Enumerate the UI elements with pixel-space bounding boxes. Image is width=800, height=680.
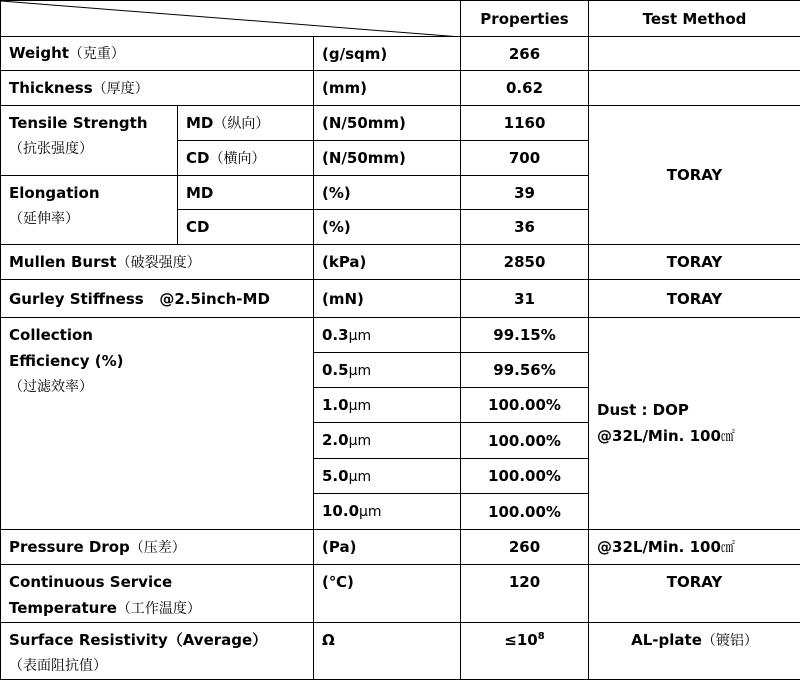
thickness-label: Thickness（厚度）	[1, 71, 314, 106]
gurley-method: TORAY	[589, 280, 800, 318]
row-pressure	[1, 530, 800, 565]
weight-unit: (g/sqm)	[314, 37, 461, 71]
tensile-md-label: MD（纵向）	[178, 106, 314, 141]
surface-method: AL-plate（镀铝）	[589, 623, 800, 680]
gurley-unit: (mN)	[314, 280, 461, 318]
collection-method: Dust : DOP @32L/Min. 100㎠	[589, 318, 800, 530]
collection-value: 100.00%	[461, 423, 589, 459]
gurley-label: Gurley Stiffness @2.5inch-MD	[1, 280, 314, 318]
surface-label: Surface Resistivity（Average） （表面阻抗值）	[1, 623, 314, 680]
tensile-elongation-method: TORAY	[589, 106, 800, 245]
header-diagonal-cell	[1, 1, 461, 37]
collection-value: 100.00%	[461, 494, 589, 530]
surface-value: $\le 10^8$	[461, 623, 589, 680]
pressure-unit: (Pa)	[314, 530, 461, 565]
tensile-cd-value: 700	[461, 141, 589, 176]
elongation-md-label: MD	[178, 176, 314, 210]
elongation-md-value: 39	[461, 176, 589, 210]
collection-value: 100.00%	[461, 388, 589, 423]
mullen-label: Mullen Burst（破裂强度）	[1, 245, 314, 280]
tensile-label: Tensile Strength （抗张强度）	[1, 106, 178, 176]
tensile-cd-unit: (N/50mm)	[314, 141, 461, 176]
header-row	[1, 1, 800, 37]
elongation-label: Elongation （延伸率）	[1, 176, 178, 245]
header-test-method: Test Method	[589, 1, 800, 37]
row-continuous	[1, 565, 800, 623]
gurley-value: 31	[461, 280, 589, 318]
continuous-method: TORAY	[589, 565, 800, 623]
pressure-label: Pressure Drop（压差）	[1, 530, 314, 565]
collection-value: 100.00%	[461, 459, 589, 494]
elongation-cd-label: CD	[178, 210, 314, 245]
pressure-method: @32L/Min. 100㎠	[589, 530, 800, 565]
collection-label: Collection Efficiency (%) （过滤效率）	[1, 318, 314, 530]
pressure-value: 260	[461, 530, 589, 565]
continuous-value: 120	[461, 565, 589, 623]
thickness-method	[589, 71, 800, 106]
row-thickness	[1, 71, 800, 106]
mullen-method: TORAY	[589, 245, 800, 280]
collection-size: 2.0μm	[314, 423, 461, 459]
surface-unit: Ω	[314, 623, 461, 680]
row-tensile-md	[1, 106, 800, 141]
collection-size: 1.0μm	[314, 388, 461, 423]
mullen-value: 2850	[461, 245, 589, 280]
row-collection-0	[1, 318, 800, 353]
tensile-cd-label: CD（横向）	[178, 141, 314, 176]
tensile-md-unit: (N/50mm)	[314, 106, 461, 141]
weight-label: Weight（克重）	[1, 37, 314, 71]
continuous-label: Continuous Service Temperature（工作温度）	[1, 565, 314, 623]
thickness-unit: (mm)	[314, 71, 461, 106]
weight-value: 266	[461, 37, 589, 71]
row-weight	[1, 37, 800, 71]
row-surface	[1, 623, 800, 680]
row-mullen	[1, 245, 800, 280]
diagonal-line	[1, 1, 461, 37]
mullen-unit: (kPa)	[314, 245, 461, 280]
continuous-unit: (℃)	[314, 565, 461, 623]
row-gurley	[1, 280, 800, 318]
tensile-md-value: 1160	[461, 106, 589, 141]
elongation-cd-value: 36	[461, 210, 589, 245]
header-properties: Properties	[461, 1, 589, 37]
thickness-value: 0.62	[461, 71, 589, 106]
collection-value: 99.56%	[461, 353, 589, 388]
collection-value: 99.15%	[461, 318, 589, 353]
collection-size: 5.0μm	[314, 459, 461, 494]
weight-method	[589, 37, 800, 71]
elongation-cd-unit: (%)	[314, 210, 461, 245]
elongation-md-unit: (%)	[314, 176, 461, 210]
collection-size: 0.5μm	[314, 353, 461, 388]
collection-size: 0.3μm	[314, 318, 461, 353]
collection-size: 10.0μm	[314, 494, 461, 530]
